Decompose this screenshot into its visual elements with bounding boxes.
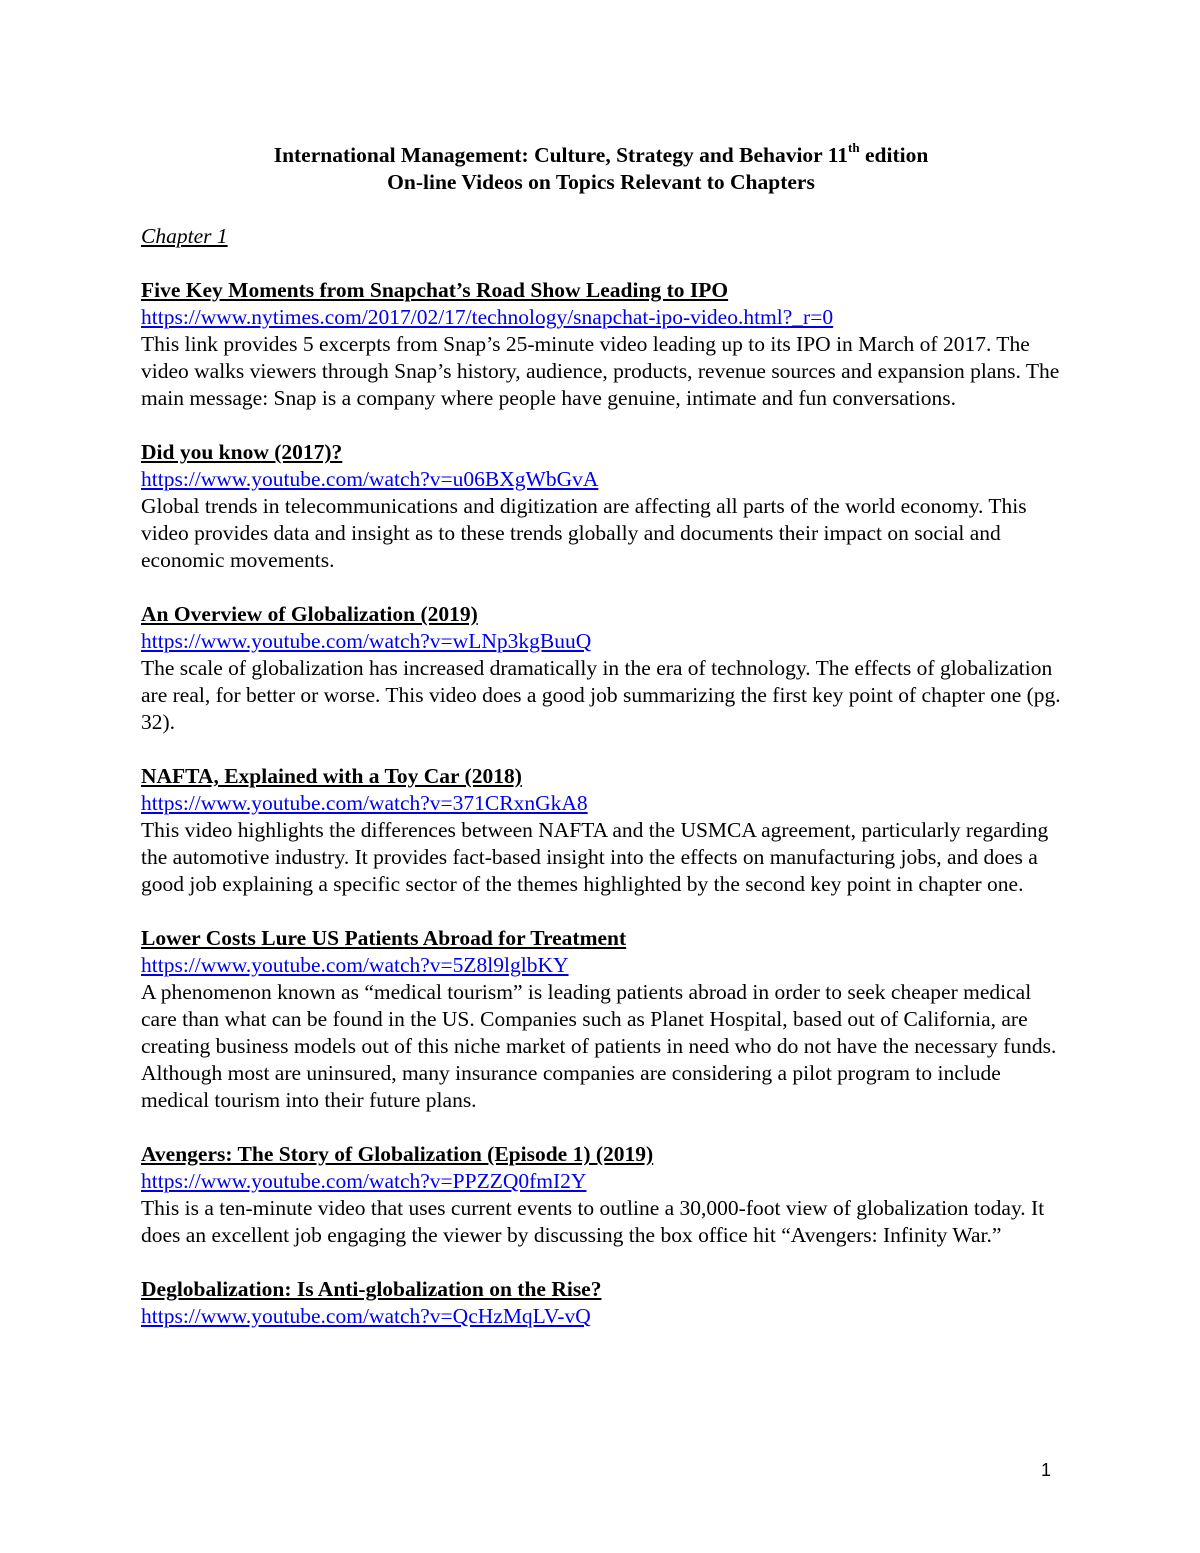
video-description: This video highlights the differences between NAFTA and the USMCA agreement, particularly regarding the automotive industry. It provides fact-based insight into the effects on manufacturing jobs, and does a good job explaining a specific sector of the themes highlighted by the second key point in chapter one.	[141, 818, 1049, 896]
video-title: An Overview of Globalization (2019)	[141, 602, 478, 626]
video-link[interactable]: https://www.youtube.com/watch?v=5Z8l9lglbKY	[141, 953, 569, 977]
video-link[interactable]: https://www.youtube.com/watch?v=wLNp3kgBuuQ	[141, 629, 592, 653]
video-entry	[141, 1141, 1061, 1249]
document-title-main: International Management: Culture, Strategy and Behavior 11	[273, 143, 849, 167]
document-title-superscript: th	[848, 139, 860, 155]
video-link[interactable]: https://www.youtube.com/watch?v=u06BXgWbGvA	[141, 467, 599, 491]
document-title	[141, 139, 1061, 169]
video-entry	[141, 277, 1061, 412]
video-entry	[141, 601, 1061, 736]
video-link[interactable]: https://www.nytimes.com/2017/02/17/technology/snapchat-ipo-video.html?_r=0	[141, 305, 834, 329]
video-title: NAFTA, Explained with a Toy Car (2018)	[141, 764, 522, 788]
document-subtitle: On-line Videos on Topics Relevant to Chapters	[387, 170, 815, 194]
document-title-end: edition	[859, 143, 929, 167]
video-description: Global trends in telecommunications and digitization are affecting all parts of the world economy. This video provides data and insight as to these trends globally and documents their impact on social and economic movements.	[141, 494, 1027, 572]
video-description: The scale of globalization has increased dramatically in the era of technology. The effects of globalization are real, for better or worse. This video does a good job summarizing the first key point of chapter one (pg. 32).	[141, 656, 1061, 734]
video-title: Deglobalization: Is Anti-globalization on the Rise?	[141, 1277, 602, 1301]
video-title: Did you know (2017)?	[141, 440, 343, 464]
video-entry	[141, 439, 1061, 574]
document-content	[141, 139, 1061, 1330]
document-header	[141, 139, 1061, 196]
video-entry	[141, 925, 1061, 1114]
page-number: 1	[1041, 1460, 1052, 1480]
video-title: Five Key Moments from Snapchat’s Road Show Leading to IPO	[141, 278, 729, 302]
video-link[interactable]: https://www.youtube.com/watch?v=371CRxnGkA8	[141, 791, 588, 815]
video-description: This link provides 5 excerpts from Snap’s 25-minute video leading up to its IPO in March of 2017. The video walks viewers through Snap’s history, audience, products, revenue sources and expansion plans. The main message: Snap is a company where people have genuine, intimate and fun conversations.	[141, 332, 1060, 410]
video-entry	[141, 1276, 1061, 1330]
video-entry	[141, 763, 1061, 898]
video-link[interactable]: https://www.youtube.com/watch?v=QcHzMqLV-vQ	[141, 1304, 591, 1328]
chapter-heading: Chapter 1	[141, 224, 228, 248]
video-description: This is a ten-minute video that uses current events to outline a 30,000-foot view of globalization today. It does an excellent job engaging the viewer by discussing the box office hit “Avengers: Infinity War.”	[141, 1196, 1045, 1247]
video-title: Lower Costs Lure US Patients Abroad for Treatment	[141, 926, 627, 950]
video-description: A phenomenon known as “medical tourism” is leading patients abroad in order to seek cheaper medical care than what can be found in the US. Companies such as Planet Hospital, based out of California, are creating business models out of this niche market of patients in need who do not have the necessary funds. Although most are uninsured, many insurance companies are considering a pilot program to include medical tourism into their future plans.	[141, 980, 1057, 1112]
video-link[interactable]: https://www.youtube.com/watch?v=PPZZQ0fmI2Y	[141, 1169, 587, 1193]
video-title: Avengers: The Story of Globalization (Episode 1) (2019)	[141, 1142, 654, 1166]
